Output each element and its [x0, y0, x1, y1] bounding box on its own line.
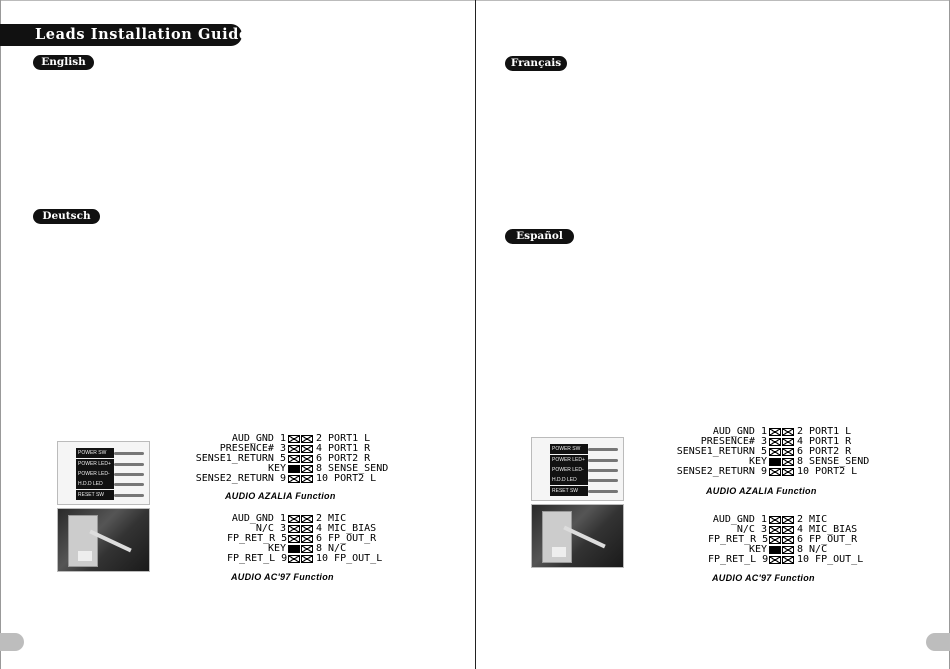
lead-label: H.D.D LED	[76, 479, 114, 489]
pin-label-right: 2 PORT1 L	[316, 433, 371, 444]
page-title: Leads Installation Guide	[0, 24, 242, 46]
pin-label-right: 6 FP_OUT_R	[316, 533, 377, 544]
pin-header-grid	[288, 434, 316, 484]
pin-cell	[782, 448, 794, 456]
pin-label-left: N/C 3	[736, 524, 767, 535]
pin-label-left: AUD_GND 1	[712, 426, 767, 437]
pin-label-right: 10 FP_OUT_L	[797, 554, 864, 565]
lead-wire	[114, 494, 144, 497]
lead-wire	[114, 473, 144, 476]
pin-cell	[288, 445, 300, 453]
pin-header-grid	[288, 514, 316, 564]
pin-cell	[769, 448, 781, 456]
lead-wire	[588, 459, 618, 462]
pin-label-right: 6 PORT2 R	[797, 446, 852, 457]
pin-cell	[301, 535, 313, 543]
pin-header-grid	[769, 427, 797, 477]
pin-label-right: 8 SENSE_SEND	[316, 463, 389, 474]
pin-label-left: AUD_GND 1	[231, 513, 286, 524]
pin-cell	[769, 556, 781, 564]
lead-wire	[588, 469, 618, 472]
pin-label-left: SENSE2_RETURN 9	[676, 466, 767, 477]
cable-connector	[552, 547, 566, 557]
pin-cell	[288, 535, 300, 543]
pin-label-left: FP_RET_R 5	[227, 533, 288, 544]
pin-cell	[288, 455, 300, 463]
pin-label-right: 4 MIC_BIAS	[797, 524, 858, 535]
pin-cell	[301, 435, 313, 443]
azalia-pin-map	[668, 427, 888, 479]
ac97-pin-map	[227, 514, 407, 566]
lead-wire	[588, 490, 618, 493]
pin-cell	[301, 455, 313, 463]
case-audio-cable-photo	[531, 504, 624, 568]
pin-label-left: KEY	[267, 463, 286, 474]
pin-cell	[769, 536, 781, 544]
pin-cell	[782, 556, 794, 564]
front-panel-leads-photo	[531, 437, 624, 501]
lead-wire	[588, 448, 618, 451]
key-pin	[769, 546, 781, 554]
pin-cell	[288, 435, 300, 443]
key-pin	[288, 545, 300, 553]
pin-cell	[769, 516, 781, 524]
pin-label-left: AUD_GND 1	[231, 433, 286, 444]
pin-cell	[782, 536, 794, 544]
pin-cell	[782, 526, 794, 534]
lead-wire	[588, 479, 618, 482]
pin-cell	[301, 475, 313, 483]
pin-cell	[288, 515, 300, 523]
azalia-pin-map	[187, 434, 407, 486]
lead-wire	[114, 452, 144, 455]
pin-label-left: FP_RET_L 9	[708, 554, 769, 565]
pin-cell	[782, 438, 794, 446]
pin-cell	[288, 555, 300, 563]
pin-label-left: SENSE1_RETURN 5	[676, 446, 767, 457]
lead-label: RESET SW	[76, 490, 114, 500]
pin-cell	[301, 545, 313, 553]
pin-cell	[769, 468, 781, 476]
pin-label-right: 10 PORT2 L	[316, 473, 377, 484]
pin-cell	[782, 468, 794, 476]
pin-header-grid	[769, 515, 797, 565]
section-label-francais: Français	[505, 56, 567, 71]
pin-label-right: 8 N/C	[797, 544, 828, 555]
lead-label: POWER LED+	[76, 459, 114, 469]
pin-cell	[301, 525, 313, 533]
pin-label-left: KEY	[748, 544, 767, 555]
azalia-caption: AUDIO AZALIA Function	[225, 491, 336, 501]
pin-cell	[782, 516, 794, 524]
lead-label: POWER LED+	[550, 455, 588, 465]
pin-label-left: SENSE1_RETURN 5	[195, 453, 286, 464]
pin-label-left: FP_RET_R 5	[708, 534, 769, 545]
lead-wire	[114, 483, 144, 486]
pin-label-left: AUD_GND 1	[712, 514, 767, 525]
pin-cell	[301, 515, 313, 523]
pin-label-right: 10 FP_OUT_L	[316, 553, 383, 564]
pin-cell	[769, 526, 781, 534]
pin-label-left: KEY	[267, 543, 286, 554]
ac97-caption: AUDIO AC'97 Function	[231, 572, 334, 582]
pin-label-right: 8 N/C	[316, 543, 347, 554]
pin-cell	[782, 428, 794, 436]
pin-cell	[301, 465, 313, 473]
lead-label: POWER SW	[550, 444, 588, 454]
lead-label: RESET SW	[550, 486, 588, 496]
pin-label-left: PRESENCE# 3	[219, 443, 286, 454]
section-label-deutsch: Deutsch	[33, 209, 100, 224]
pin-label-right: 10 PORT2 L	[797, 466, 858, 477]
front-panel-leads-photo	[57, 441, 150, 505]
pin-cell	[769, 438, 781, 446]
lead-label: POWER LED-	[550, 465, 588, 475]
pin-cell	[288, 525, 300, 533]
pin-label-right: 8 SENSE_SEND	[797, 456, 870, 467]
pin-label-left: N/C 3	[255, 523, 286, 534]
pin-label-right: 4 MIC_BIAS	[316, 523, 377, 534]
pin-label-right: 2 MIC	[797, 514, 828, 525]
pin-label-right: 4 PORT1 R	[797, 436, 852, 447]
section-label-espanol: Español	[505, 229, 574, 244]
pin-label-right: 6 FP_OUT_R	[797, 534, 858, 545]
section-label-english: English	[33, 55, 94, 70]
right-page	[476, 0, 950, 669]
page-tab-right	[926, 633, 950, 651]
pin-cell	[301, 555, 313, 563]
key-pin	[288, 465, 300, 473]
key-pin	[769, 458, 781, 466]
lead-label: POWER SW	[76, 448, 114, 458]
pin-cell	[769, 428, 781, 436]
pin-label-left: SENSE2_RETURN 9	[195, 473, 286, 484]
page-tab-left	[0, 633, 24, 651]
pin-label-right: 2 PORT1 L	[797, 426, 852, 437]
pin-cell	[782, 546, 794, 554]
lead-label: H.D.D LED	[550, 475, 588, 485]
pin-cell	[301, 445, 313, 453]
pin-label-right: 4 PORT1 R	[316, 443, 371, 454]
pin-label-right: 2 MIC	[316, 513, 347, 524]
lead-label: POWER LED-	[76, 469, 114, 479]
case-audio-cable-photo	[57, 508, 150, 572]
ac97-pin-map	[708, 515, 888, 567]
pin-label-right: 6 PORT2 R	[316, 453, 371, 464]
ac97-caption: AUDIO AC'97 Function	[712, 573, 815, 583]
pin-cell	[288, 475, 300, 483]
pin-label-left: PRESENCE# 3	[700, 436, 767, 447]
cable-connector	[78, 551, 92, 561]
pin-cell	[782, 458, 794, 466]
azalia-caption: AUDIO AZALIA Function	[706, 486, 817, 496]
pin-label-left: FP_RET_L 9	[227, 553, 288, 564]
pin-label-left: KEY	[748, 456, 767, 467]
lead-wire	[114, 463, 144, 466]
